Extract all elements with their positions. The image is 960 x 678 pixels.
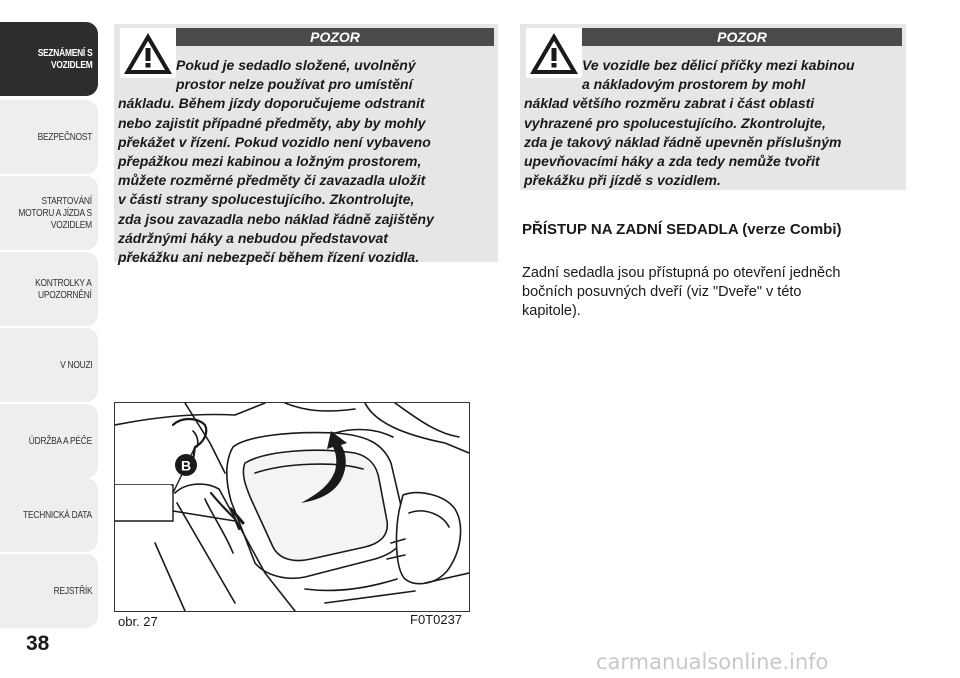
tab-label: STARTOVÁNÍ MOTORU A JÍZDA S VOZIDLEM (18, 195, 92, 231)
body-line: Zadní sedadla jsou přístupná po otevření jedněch (522, 265, 841, 281)
warning-line: zda je takový náklad řádně upevněn příslušným (524, 133, 842, 150)
figure-rear-seat-illustration (114, 402, 470, 612)
tab-v-nouzi[interactable] (0, 328, 98, 402)
body-line: bočních posuvných dveří (viz "Dveře" v této (522, 284, 802, 300)
warning-box-right (520, 24, 906, 190)
warning-line: překážku při jízdě s vozidlem. (524, 172, 721, 189)
tab-seznameni-s-vozidlem[interactable] (0, 22, 98, 96)
body-line: kapitole). (522, 303, 581, 319)
figure-caption: obr. 27 (118, 614, 158, 629)
tab-label: REJSTŘÍK (53, 585, 92, 597)
warning-line: náklad většího rozměru zabrat i část oblasti (524, 95, 815, 112)
tab-label: SEZNÁMENÍ S VOZIDLEM (37, 47, 92, 71)
figure-code: F0T0237 (410, 612, 463, 627)
watermark: carmanualsonline.info (596, 650, 829, 674)
warning-line: překážku ani nebezpečí během řízení vozidla. (118, 249, 420, 266)
warning-box-left (114, 24, 498, 266)
tab-startovani-motoru[interactable] (0, 176, 98, 250)
tab-label: KONTROLKY A UPOZORNĚNÍ (35, 277, 92, 301)
warning-line: zádržnými háky a nebudou představovat (118, 229, 388, 246)
seat-line-drawing (115, 403, 469, 611)
warning-text (520, 56, 906, 190)
tab-udrzba-a-pece[interactable] (0, 404, 98, 478)
warning-line: můžete rozměrné předměty či zavazadla uložit (118, 172, 426, 189)
tab-kontrolky-a-upozorneni[interactable] (0, 252, 98, 326)
warning-line: překážet v řízení. Pokud vozidlo není vybaveno (118, 133, 431, 150)
warning-header: POZOR (582, 28, 902, 46)
warning-text (114, 56, 498, 267)
callout-b-label: B (180, 457, 192, 474)
warning-line: Ve vozidle bez dělicí příčky mezi kabinou (582, 57, 855, 73)
warning-line: Pokud je sedadlo složené, uvolněný (176, 57, 416, 73)
tab-rejstrik[interactable] (0, 554, 98, 628)
tab-technicka-data[interactable] (0, 478, 98, 552)
tab-label: ÚDRŽBA A PÉČE (28, 435, 92, 447)
tab-label: V NOUZI (59, 359, 92, 371)
warning-line: a nákladovým prostorem by mohl (582, 76, 806, 93)
warning-line: nebo zajistit případné předměty, aby by mohly (118, 114, 426, 131)
tab-label: TECHNICKÁ DATA (23, 509, 92, 521)
warning-line: zda jsou zavazadla nebo náklad řádně zajištěny (118, 210, 434, 227)
section-body (522, 264, 882, 321)
tab-label: BEZPEČNOST (37, 131, 92, 143)
warning-line: v části strany spolucestujícího. Zkontrolujte, (118, 191, 415, 208)
page-number: 38 (26, 632, 50, 655)
warning-line: upevňovacími háky a zda tedy nemůže tvořit (524, 153, 820, 170)
warning-line: přepážkou mezi kabinou a ložným prostorem, (118, 153, 422, 170)
section-heading: PŘÍSTUP NA ZADNÍ SEDADLA (verze Combi) (522, 221, 842, 238)
warning-line: prostor nelze používat pro umístění (176, 76, 413, 93)
tab-bezpecnost[interactable] (0, 100, 98, 174)
warning-line: nákladu. Během jízdy doporučujeme odstranit (118, 95, 425, 112)
warning-header: POZOR (176, 28, 494, 46)
warning-line: vyhrazené pro spolucestujícího. Zkontrolujte, (524, 114, 826, 131)
